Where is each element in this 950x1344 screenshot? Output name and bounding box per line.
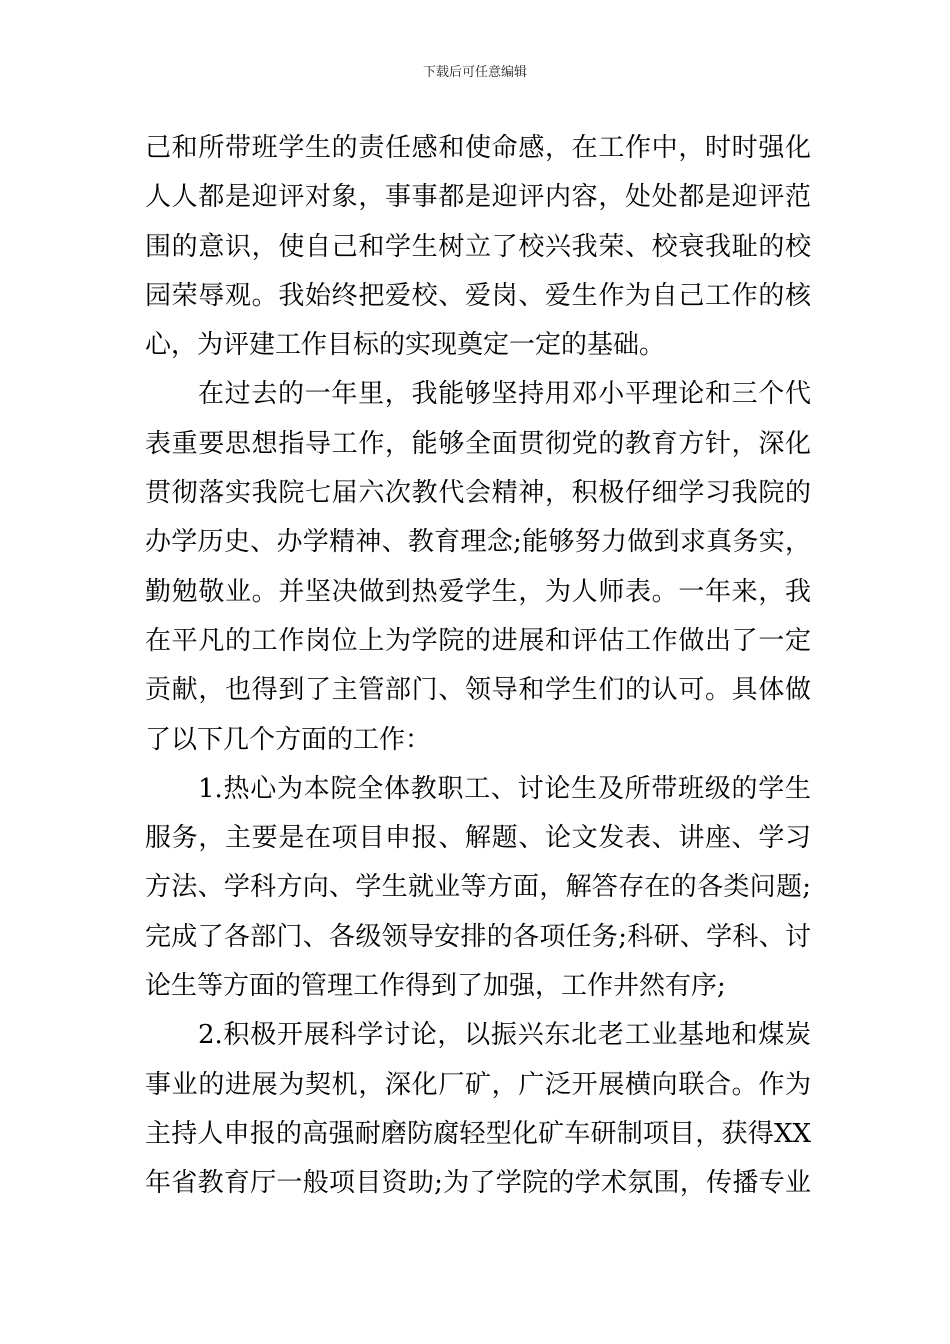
text-line: 表重要思想指导工作，能够全面贯彻党的教育方针，深化	[145, 428, 811, 459]
text-line: 服务，主要是在项目申报、解题、论文发表、讲座、学习	[145, 823, 811, 854]
paragraph	[145, 124, 811, 370]
document-body	[145, 124, 811, 1209]
text-line: 围的意识，使自己和学生树立了校兴我荣、校衰我耻的校	[145, 231, 811, 262]
text-line: 贯彻落实我院七届六次教代会精神，积极仔细学习我院的	[145, 478, 811, 509]
text-line: 完成了各部门、各级领导安排的各项任务;科研、学科、讨	[145, 921, 811, 952]
paragraph	[145, 370, 811, 764]
text-line: 己和所带班学生的责任感和使命感，在工作中，时时强化	[145, 133, 811, 163]
text-line: 年省教育厅一般项目资助;为了学院的学术氛围，传播专业	[145, 1168, 811, 1199]
text-line: 2.积极开展科学讨论，以振兴东北老工业基地和煤炭	[198, 1020, 811, 1051]
text-line: 心，为评建工作目标的实现奠定一定的基础。	[145, 330, 666, 361]
text-line: 勤勉敬业。并坚决做到热爱学生，为人师表。一年来，我	[145, 576, 811, 607]
text-line: 论生等方面的管理工作得到了加强，工作井然有序;	[145, 971, 726, 1002]
text-line: 方法、学科方向、学生就业等方面，解答存在的各类问题;	[145, 872, 811, 903]
page-header: 下载后可任意编辑	[422, 65, 527, 80]
text-line: 在平凡的工作岗位上为学院的进展和评估工作做出了一定	[145, 625, 811, 656]
text-line: 人人都是迎评对象，事事都是迎评内容，处处都是迎评范	[145, 182, 811, 213]
text-line: 园荣辱观。我始终把爱校、爱岗、爱生作为自己工作的核	[145, 280, 811, 311]
text-line: 在过去的一年里，我能够坚持用邓小平理论和三个代	[198, 379, 811, 410]
paragraph	[145, 1011, 811, 1208]
text-line: 贡献，也得到了主管部门、领导和学生们的认可。具体做	[145, 675, 811, 706]
text-line: 1.热心为本院全体教职工、讨论生及所带班级的学生	[198, 773, 811, 804]
paragraph	[145, 765, 811, 1011]
text-line: 主持人申报的高强耐磨防腐轻型化矿车研制项目，获得XX	[145, 1118, 811, 1149]
text-line: 办学历史、办学精神、教育理念;能够努力做到求真务实，	[145, 527, 811, 558]
text-line: 了以下几个方面的工作：	[145, 724, 432, 755]
text-line: 事业的进展为契机，深化厂矿，广泛开展横向联合。作为	[145, 1069, 811, 1100]
